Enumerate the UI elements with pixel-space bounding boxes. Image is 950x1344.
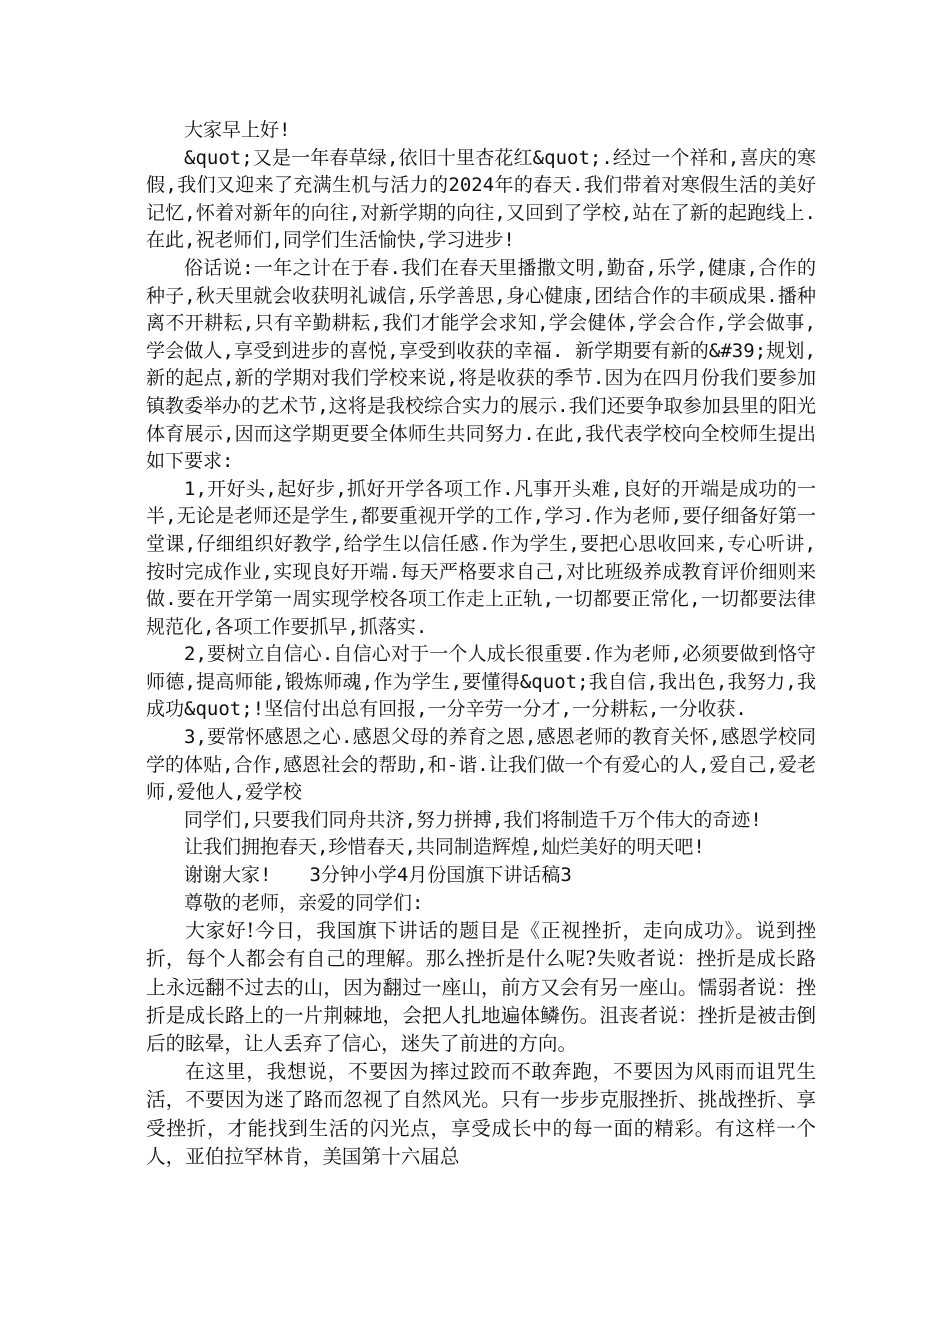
- paragraph-thanks-title: 谢谢大家! 3分钟小学4月份国旗下讲话稿3: [184, 864, 572, 887]
- paragraph-greeting: 大家早上好!: [184, 119, 291, 141]
- paragraph-requirement-3: 3,要常怀感恩之心.感恩父母的养育之恩,感恩老师的教育关怀,感恩学校同学的体贴,合作,感恩社会的帮助,和-谐.让我们做一个有爱心的人,爱自己,爱老师,爱他人,爱学校: [146, 726, 816, 804]
- paragraph-classmates: 同学们,只要我们同舟共济,努力拼搏,我们将制造千万个伟大的奇迹!: [184, 808, 762, 831]
- paragraph-embrace-spring: 让我们拥抱春天,珍惜春天,共同制造辉煌,灿烂美好的明天吧!: [184, 836, 705, 859]
- paragraph-proverb: 俗话说:一年之计在于春.我们在春天里播撒文明,勤奋,乐学,健康,合作的种子,秋天里就会收获明礼诚信,乐学善思,身心健康,团结合作的丰硕成果.播种离不开耕耘,只有辛勤耕耘,我们才能学会求知,学会健体,学会合作,学会做事,学会做人,享受到进步的喜悦,享受到收获的幸福. 新学期要有新的&#39;规划,新的起点,新的学期对我们学校来说,将是收获的季节.因为在四月份我们要参加镇教委举办的艺术节,这将是我校综合实力的展示.我们还要争取参加县里的阳光体育展示,因而这学期更要全体师生共同努力.在此,我代表学校向全校师生提出如下要求:: [146, 256, 816, 473]
- paragraph-here-i-say: 在这里，我想说，不要因为摔过跤而不敢奔跑，不要因为风雨而诅咒生活，不要因为迷了路而忽视了自然风光。只有一步步克服挫折、挑战挫折、享受挫折，才能找到生活的闪光点，享受成长中的每一面的精彩。有这样一个人，亚伯拉罕林肯，美国第十六届总: [146, 1060, 816, 1168]
- paragraph-requirement-1: 1,开好头,起好步,抓好开学各项工作.凡事开头难,良好的开端是成功的一半,无论是老师还是学生,都要重视开学的工作,学习.作为老师,要仔细备好第一堂课,仔细组织好教学,给学生以信任感.作为学生,要把心思收回来,专心听讲,按时完成作业,实现良好开端.每天严格要求自己,对比班级养成教育评价细则来做.要在开学第一周实现学校各项工作走上正轨,一切都要正常化,一切都要法律规范化,各项工作要抓早,抓落实.: [146, 477, 816, 638]
- paragraph-salutation: 尊敬的老师，亲爱的同学们:: [184, 891, 424, 914]
- paragraph-frustration: 大家好!今日，我国旗下讲话的题目是《正视挫折，走向成功》。说到挫折，每个人都会有自己的理解。那么挫折是什么呢?失败者说：挫折是成长路上永远翻不过去的山，因为翻过一座山，前方又会有另一座山。懦弱者说：挫折是成长路上的一片荆棘地，会把人扎地遍体鳞伤。沮丧者说：挫折是被击倒后的眩晕，让人丢弃了信心，迷失了前进的方向。: [146, 919, 816, 1056]
- paragraph-spring-intro: &quot;又是一年春草绿,依旧十里杏花红&quot;.经过一个祥和,喜庆的寒假,我们又迎来了充满生机与活力的2024年的春天.我们带着对寒假生活的美好记忆,怀着对新年的向往,对新学期的向往,又回到了学校,站在了新的起跑线上.在此,祝老师们,同学们生活愉快,学习进步!: [146, 146, 816, 252]
- document-page: [146, 117, 816, 1171]
- paragraph-requirement-2: 2,要树立自信心.自信心对于一个人成长很重要.作为老师,必须要做到恪守师德,提高师能,锻炼师魂,作为学生,要懂得&quot;我自信,我出色,我努力,我成功&quot;!坚信付出总有回报,一分辛劳一分才,一分耕耘,一分收获.: [146, 643, 816, 721]
